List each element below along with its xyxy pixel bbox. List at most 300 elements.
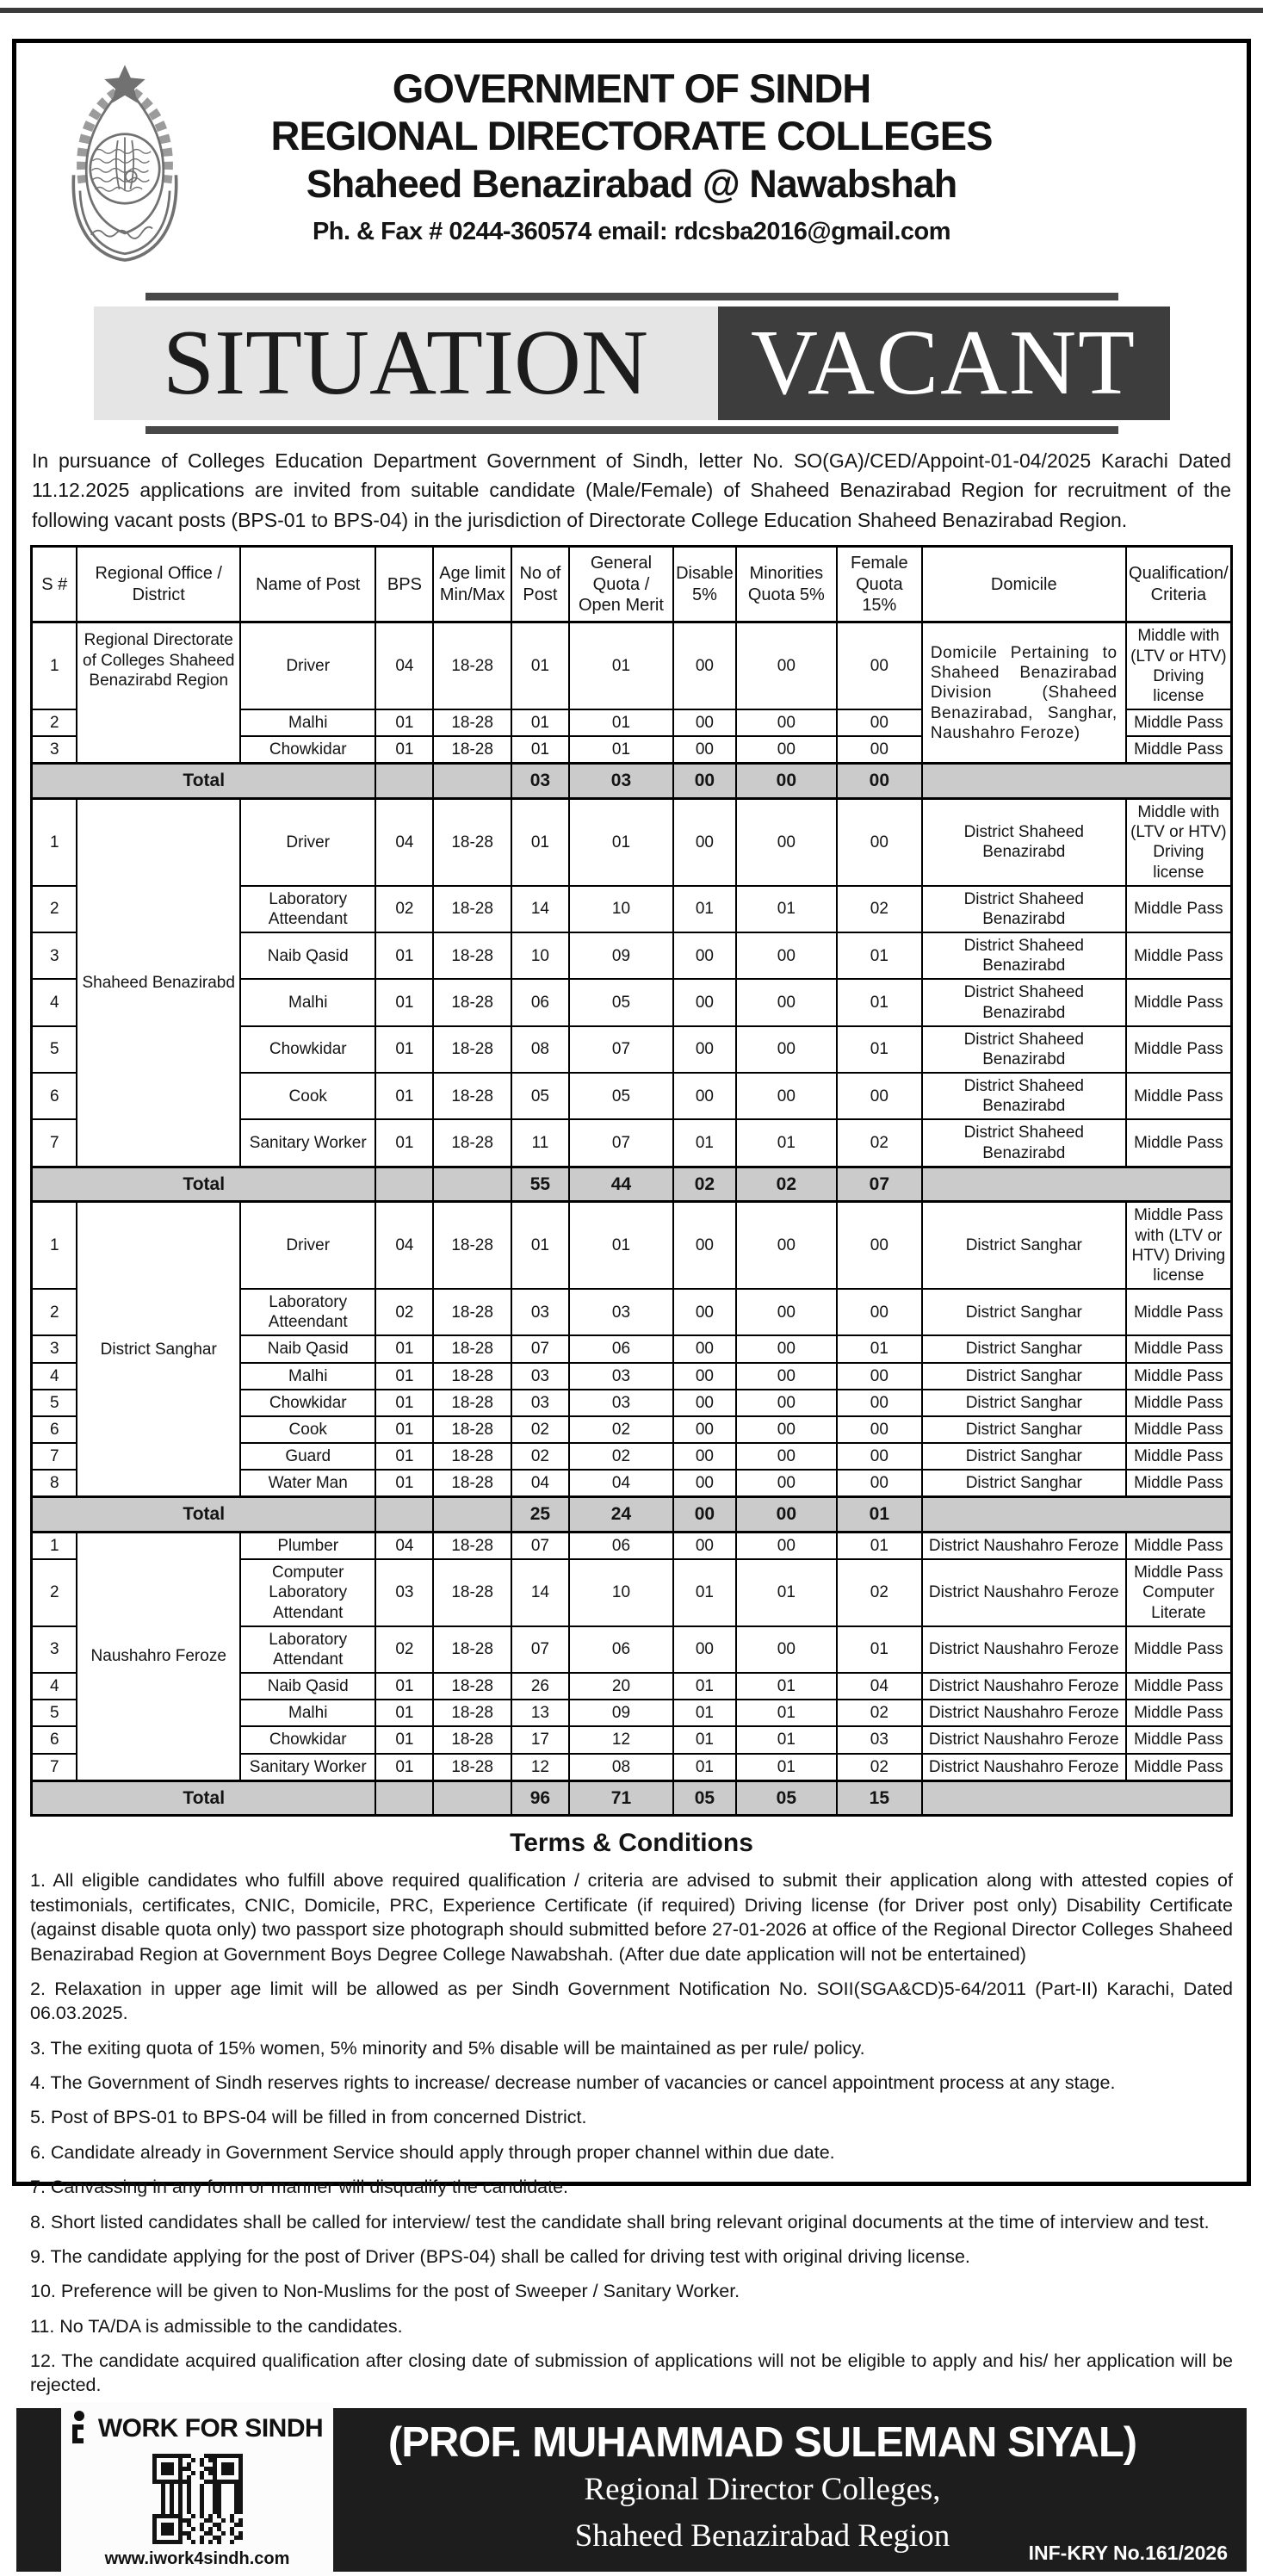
iwork4sindh-box xyxy=(61,2402,333,2576)
sindh-crest-logo xyxy=(42,59,207,283)
age-limit-cell: 18-28 xyxy=(433,1363,511,1390)
general-quota-total: 03 xyxy=(569,764,673,799)
post-name-cell: Naib Qasid xyxy=(240,1335,375,1362)
term-item: 5. Post of BPS-01 to BPS-04 will be filled in from concerned District. xyxy=(30,2107,587,2128)
term-item: 4. The Government of Sindh reserves rights to increase/ decrease number of vacancies or cancel appointment process at any stage. xyxy=(30,2072,1116,2094)
term-item: 6. Candidate already in Government Service should apply through proper channel within due date. xyxy=(30,2141,835,2163)
banner-top-rule xyxy=(145,293,1118,300)
region-cell: District Sanghar xyxy=(77,1202,240,1497)
domicile-cell: District Naushahro Feroze xyxy=(922,1754,1126,1781)
age-limit-cell: 18-28 xyxy=(433,1673,511,1700)
female-quota-cell: 00 xyxy=(837,709,922,736)
vacancy-row xyxy=(32,1202,1232,1289)
minorities-quota-cell: 00 xyxy=(736,932,837,979)
total-bps-spacer xyxy=(375,764,433,799)
minorities-quota-cell: 00 xyxy=(736,1026,837,1073)
disable-quota-cell: 00 xyxy=(673,736,736,764)
no-of-post-total: 25 xyxy=(511,1497,569,1533)
no-of-post-cell: 03 xyxy=(511,1390,569,1416)
age-limit-cell: 18-28 xyxy=(433,1559,511,1626)
disable-quota-cell: 01 xyxy=(673,1559,736,1626)
serial-cell: 1 xyxy=(32,622,77,709)
terms-list xyxy=(30,1868,1233,2397)
term-item: 12. The candidate acquired qualification after closing date of submission of applications will not be eligible to apply and his/ her application will be rejected. xyxy=(30,2350,1233,2396)
serial-cell: 7 xyxy=(32,1119,77,1167)
disable-quota-cell: 00 xyxy=(673,622,736,709)
serial-cell: 1 xyxy=(32,1533,77,1560)
serial-cell: 5 xyxy=(32,1700,77,1726)
general-quota-cell: 07 xyxy=(569,1026,673,1073)
general-quota-cell: 05 xyxy=(569,1073,673,1119)
total-label-cell: Total xyxy=(32,1497,376,1533)
general-quota-cell: 09 xyxy=(569,1700,673,1726)
serial-cell: 5 xyxy=(32,1390,77,1416)
bps-cell: 01 xyxy=(375,1470,433,1497)
column-header: S # xyxy=(32,547,77,622)
minorities-quota-total: 00 xyxy=(736,1497,837,1533)
disable-quota-cell: 01 xyxy=(673,1119,736,1167)
qualification-cell: Middle Pass xyxy=(1126,932,1232,979)
bps-cell: 01 xyxy=(375,1700,433,1726)
qualification-cell: Middle Pass xyxy=(1126,1289,1232,1335)
term-item: 10. Preference will be given to Non-Muslims for the post of Sweeper / Sanitary Worker. xyxy=(30,2281,740,2302)
disable-quota-cell: 00 xyxy=(673,1533,736,1560)
disable-quota-total: 02 xyxy=(673,1167,736,1202)
serial-cell: 7 xyxy=(32,1754,77,1781)
minorities-quota-total: 02 xyxy=(736,1167,837,1202)
bps-cell: 01 xyxy=(375,736,433,764)
bps-cell: 02 xyxy=(375,1289,433,1335)
post-name-cell: Malhi xyxy=(240,709,375,736)
term-item: 7. Canvassing in any form or manner will disqualify the candidate. xyxy=(30,2177,569,2198)
disable-quota-cell: 00 xyxy=(673,979,736,1025)
qualification-cell: Middle Pass xyxy=(1126,1026,1232,1073)
post-name-cell: Computer Laboratory Attendant xyxy=(240,1559,375,1626)
disable-quota-cell: 00 xyxy=(673,1202,736,1289)
female-quota-cell: 00 xyxy=(837,736,922,764)
org-name-line1: GOVERNMENT OF SINDH xyxy=(392,65,871,111)
qualification-cell: Middle Pass with (LTV or HTV) Driving license xyxy=(1126,1202,1232,1289)
general-quota-cell: 08 xyxy=(569,1754,673,1781)
disable-quota-cell: 01 xyxy=(673,1754,736,1781)
female-quota-cell: 00 xyxy=(837,1443,922,1470)
female-quota-cell: 02 xyxy=(837,1559,922,1626)
bps-cell: 01 xyxy=(375,979,433,1025)
total-label-cell: Total xyxy=(32,1167,376,1202)
situation-vacant-banner xyxy=(30,293,1233,434)
minorities-quota-cell: 01 xyxy=(736,1754,837,1781)
female-quota-cell: 00 xyxy=(837,1202,922,1289)
bps-cell: 01 xyxy=(375,1443,433,1470)
minorities-quota-cell: 00 xyxy=(736,622,837,709)
age-limit-cell: 18-28 xyxy=(433,1416,511,1443)
iwork4sindh-url: www.iwork4sindh.com xyxy=(104,2548,290,2568)
term-item: 2. Relaxation in upper age limit will be allowed as per Sindh Government Notification No. SOII(SGA&CD)5-64/2011 (Part-II) Karachi, Dated 06.03.2025. xyxy=(30,1978,1233,2024)
age-limit-cell: 18-28 xyxy=(433,1026,511,1073)
column-header: Minorities Quota 5% xyxy=(736,547,837,622)
vacancies-table xyxy=(30,545,1233,1817)
disable-quota-cell: 01 xyxy=(673,1700,736,1726)
age-limit-cell: 18-28 xyxy=(433,1289,511,1335)
no-of-post-cell: 10 xyxy=(511,932,569,979)
female-quota-cell: 02 xyxy=(837,1700,922,1726)
female-quota-cell: 01 xyxy=(837,979,922,1025)
post-name-cell: Laboratory Atteendant xyxy=(240,886,375,932)
bps-cell: 01 xyxy=(375,709,433,736)
age-limit-cell: 18-28 xyxy=(433,622,511,709)
contact-line: Ph. & Fax # 0244-360574 email: rdcsba2016@gmail.com xyxy=(312,218,951,246)
post-name-cell: Driver xyxy=(240,1202,375,1289)
no-of-post-cell: 26 xyxy=(511,1673,569,1700)
no-of-post-total: 03 xyxy=(511,764,569,799)
bps-cell: 01 xyxy=(375,1026,433,1073)
disable-quota-cell: 01 xyxy=(673,1726,736,1753)
domicile-cell: District Sanghar xyxy=(922,1202,1126,1289)
bps-cell: 02 xyxy=(375,886,433,932)
general-quota-cell: 05 xyxy=(569,979,673,1025)
serial-cell: 4 xyxy=(32,1363,77,1390)
serial-cell: 2 xyxy=(32,1559,77,1626)
post-name-cell: Guard xyxy=(240,1443,375,1470)
intro-paragraph: In pursuance of Colleges Education Department Government of Sindh, letter No. SO(GA)/CED/Appoint-01-04/2025 Karachi Dated 11.12.2025 applications are invited from suitable candidate (Male/Female) of Shaheed Benazirabad Region for recruitment of the following vacant posts (BPS-01 to BPS-04) in the jurisdiction of Directorate College Education Shaheed Benazirabad Region. xyxy=(32,449,1231,531)
age-limit-cell: 18-28 xyxy=(433,1443,511,1470)
disable-quota-cell: 00 xyxy=(673,709,736,736)
qualification-cell: Middle Pass xyxy=(1126,1390,1232,1416)
age-limit-cell: 18-28 xyxy=(433,1626,511,1673)
qualification-cell: Middle Pass xyxy=(1126,1673,1232,1700)
section-total-row xyxy=(32,764,1232,799)
serial-cell: 6 xyxy=(32,1726,77,1753)
minorities-quota-cell: 00 xyxy=(736,1626,837,1673)
total-age-spacer xyxy=(433,764,511,799)
advertisement-ref-number: INF-KRY No.161/2026 xyxy=(1028,2541,1228,2564)
bps-cell: 01 xyxy=(375,1416,433,1443)
no-of-post-total: 96 xyxy=(511,1780,569,1816)
domicile-cell: District Naushahro Feroze xyxy=(922,1726,1126,1753)
domicile-cell: District Shaheed Benazirabd xyxy=(922,886,1126,932)
iwork-i-icon xyxy=(71,2411,92,2447)
org-name-line3: Shaheed Benazirabad @ Nawabshah xyxy=(306,162,957,207)
age-limit-cell: 18-28 xyxy=(433,709,511,736)
masthead xyxy=(30,43,1233,279)
post-name-cell: Naib Qasid xyxy=(240,932,375,979)
post-name-cell: Naib Qasid xyxy=(240,1673,375,1700)
post-name-cell: Driver xyxy=(240,622,375,709)
section-total-row xyxy=(32,1780,1232,1816)
disable-quota-cell: 00 xyxy=(673,1335,736,1362)
disable-quota-cell: 00 xyxy=(673,932,736,979)
domicile-cell: District Naushahro Feroze xyxy=(922,1673,1126,1700)
signatory-region: Shaheed Benazirabad Region xyxy=(574,2517,950,2554)
term-item: 1. All eligible candidates who fulfill above required qualification / criteria are advised to submit their application along with attested copies of testimonials, certificates, CNIC, Domicile, PRC, Experience Certificate (if required) Driving license (for Driver post only) Disability Certificate (against disable quota only) two passport size photograph should submitted before 27-01-2026 at office of the Regional Director Colleges Shaheed Benazirabad Region at Government Boys Degree College Nawabshah. (After due date application will not be entertained) xyxy=(30,1870,1233,1965)
column-header: Qualification/ Criteria xyxy=(1126,547,1232,622)
qualification-cell: Middle Pass xyxy=(1126,1335,1232,1362)
general-quota-cell: 06 xyxy=(569,1533,673,1560)
term-item: 3. The exiting quota of 15% women, 5% minority and 5% disable will be maintained as per rule/ policy. xyxy=(30,2037,865,2059)
domicile-cell: District Naushahro Feroze xyxy=(922,1559,1126,1626)
no-of-post-cell: 11 xyxy=(511,1119,569,1167)
no-of-post-cell: 06 xyxy=(511,979,569,1025)
minorities-quota-cell: 00 xyxy=(736,1390,837,1416)
serial-cell: 4 xyxy=(32,1673,77,1700)
term-item: 9. The candidate applying for the post of Driver (BPS-04) shall be called for driving test with original driving license. xyxy=(30,2245,970,2267)
general-quota-cell: 10 xyxy=(569,1559,673,1626)
age-limit-cell: 18-28 xyxy=(433,736,511,764)
qualification-cell: Middle Pass xyxy=(1126,1533,1232,1560)
domicile-cell: District Shaheed Benazirabd xyxy=(922,1073,1126,1119)
qualification-cell: Middle Pass xyxy=(1126,1363,1232,1390)
serial-cell: 5 xyxy=(32,1026,77,1073)
serial-cell: 1 xyxy=(32,1202,77,1289)
qualification-cell: Middle with (LTV or HTV) Driving license xyxy=(1126,622,1232,709)
total-bps-spacer xyxy=(375,1497,433,1533)
signature-footer xyxy=(16,2408,1247,2572)
qualification-cell: Middle Pass xyxy=(1126,1470,1232,1497)
no-of-post-cell: 04 xyxy=(511,1470,569,1497)
domicile-cell: District Shaheed Benazirabd xyxy=(922,979,1126,1025)
terms-section xyxy=(30,1817,1233,2407)
vacancy-row xyxy=(32,799,1232,886)
general-quota-cell: 09 xyxy=(569,932,673,979)
post-name-cell: Chowkidar xyxy=(240,736,375,764)
general-quota-cell: 01 xyxy=(569,799,673,886)
minorities-quota-cell: 01 xyxy=(736,886,837,932)
total-bps-spacer xyxy=(375,1167,433,1202)
region-cell: Regional Directorate of Colleges Shaheed Benazirabd Region xyxy=(77,622,240,764)
minorities-quota-cell: 00 xyxy=(736,1470,837,1497)
general-quota-cell: 06 xyxy=(569,1626,673,1673)
bps-cell: 01 xyxy=(375,1363,433,1390)
qualification-cell: Middle Pass xyxy=(1126,1726,1232,1753)
region-cell: Naushahro Feroze xyxy=(77,1533,240,1781)
post-name-cell: Chowkidar xyxy=(240,1026,375,1073)
minorities-quota-cell: 00 xyxy=(736,1073,837,1119)
no-of-post-total: 55 xyxy=(511,1167,569,1202)
bps-cell: 01 xyxy=(375,1754,433,1781)
disable-quota-cell: 01 xyxy=(673,1673,736,1700)
disable-quota-total: 00 xyxy=(673,1497,736,1533)
post-name-cell: Cook xyxy=(240,1416,375,1443)
term-item: 8. Short listed candidates shall be called for interview/ test the candidate shall bring relevant original documents at the time of interview and test. xyxy=(30,2211,1210,2232)
serial-cell: 7 xyxy=(32,1443,77,1470)
female-quota-total: 00 xyxy=(837,764,922,799)
bps-cell: 01 xyxy=(375,1726,433,1753)
serial-cell: 8 xyxy=(32,1470,77,1497)
domicile-cell: District Sanghar xyxy=(922,1289,1126,1335)
domicile-cell: District Sanghar xyxy=(922,1335,1126,1362)
advertisement-frame xyxy=(12,39,1251,2568)
age-limit-cell: 18-28 xyxy=(433,799,511,886)
female-quota-cell: 00 xyxy=(837,1073,922,1119)
qualification-cell: Middle Pass xyxy=(1126,1119,1232,1167)
top-rule xyxy=(0,8,1263,13)
no-of-post-cell: 01 xyxy=(511,736,569,764)
female-quota-cell: 01 xyxy=(837,1533,922,1560)
post-name-cell: Sanitary Worker xyxy=(240,1754,375,1781)
female-quota-cell: 02 xyxy=(837,1754,922,1781)
qualification-cell: Middle Pass xyxy=(1126,1073,1232,1119)
total-label-cell: Total xyxy=(32,764,376,799)
female-quota-cell: 02 xyxy=(837,1119,922,1167)
domicile-cell: District Shaheed Benazirabd xyxy=(922,799,1126,886)
signatory-block xyxy=(333,2418,1226,2560)
general-quota-total: 44 xyxy=(569,1167,673,1202)
age-limit-cell: 18-28 xyxy=(433,1119,511,1167)
column-header: General Quota / Open Merit xyxy=(569,547,673,622)
general-quota-cell: 01 xyxy=(569,622,673,709)
no-of-post-cell: 03 xyxy=(511,1363,569,1390)
female-quota-cell: 04 xyxy=(837,1673,922,1700)
table-header-row xyxy=(32,547,1232,622)
term-item: 11. No TA/DA is admissible to the candidates. xyxy=(30,2315,403,2337)
age-limit-cell: 18-28 xyxy=(433,979,511,1025)
general-quota-cell: 20 xyxy=(569,1673,673,1700)
vacancy-row xyxy=(32,622,1232,709)
no-of-post-cell: 02 xyxy=(511,1443,569,1470)
disable-quota-total: 00 xyxy=(673,764,736,799)
minorities-quota-cell: 00 xyxy=(736,799,837,886)
no-of-post-cell: 08 xyxy=(511,1026,569,1073)
serial-cell: 6 xyxy=(32,1416,77,1443)
disable-quota-cell: 00 xyxy=(673,1390,736,1416)
female-quota-cell: 01 xyxy=(837,1026,922,1073)
vacancy-row xyxy=(32,1533,1232,1560)
qualification-cell: Middle Pass xyxy=(1126,1754,1232,1781)
serial-cell: 1 xyxy=(32,799,77,886)
signatory-name: (PROF. MUHAMMAD SULEMAN SIYAL) xyxy=(387,2418,1137,2466)
disable-quota-total: 05 xyxy=(673,1780,736,1816)
column-header: Regional Office / District xyxy=(77,547,240,622)
disable-quota-cell: 00 xyxy=(673,799,736,886)
age-limit-cell: 18-28 xyxy=(433,1202,511,1289)
domicile-cell: District Shaheed Benazirabd xyxy=(922,1026,1126,1073)
domicile-cell: District Sanghar xyxy=(922,1470,1126,1497)
bps-cell: 02 xyxy=(375,1626,433,1673)
post-name-cell: Driver xyxy=(240,799,375,886)
no-of-post-cell: 07 xyxy=(511,1335,569,1362)
age-limit-cell: 18-28 xyxy=(433,886,511,932)
banner-word-situation: SITUATION xyxy=(94,307,718,420)
qualification-cell: Middle Pass xyxy=(1126,1416,1232,1443)
serial-cell: 4 xyxy=(32,979,77,1025)
general-quota-cell: 04 xyxy=(569,1470,673,1497)
female-quota-cell: 01 xyxy=(837,932,922,979)
post-name-cell: Laboratory Atteendant xyxy=(240,1289,375,1335)
post-name-cell: Laboratory Attendant xyxy=(240,1626,375,1673)
serial-cell: 6 xyxy=(32,1073,77,1119)
female-quota-cell: 00 xyxy=(837,799,922,886)
serial-cell: 3 xyxy=(32,1335,77,1362)
minorities-quota-cell: 00 xyxy=(736,1533,837,1560)
age-limit-cell: 18-28 xyxy=(433,1754,511,1781)
column-header: No of Post xyxy=(511,547,569,622)
disable-quota-cell: 00 xyxy=(673,1470,736,1497)
column-header: Name of Post xyxy=(240,547,375,622)
minorities-quota-cell: 00 xyxy=(736,1416,837,1443)
disable-quota-cell: 00 xyxy=(673,1416,736,1443)
domicile-cell: District Shaheed Benazirabd xyxy=(922,1119,1126,1167)
disable-quota-cell: 00 xyxy=(673,1363,736,1390)
female-quota-cell: 03 xyxy=(837,1726,922,1753)
disable-quota-cell: 00 xyxy=(673,1289,736,1335)
minorities-quota-cell: 01 xyxy=(736,1700,837,1726)
no-of-post-cell: 07 xyxy=(511,1626,569,1673)
female-quota-cell: 00 xyxy=(837,1416,922,1443)
column-header: Disable 5% xyxy=(673,547,736,622)
org-name-line2: REGIONAL DIRECTORATE COLLEGES xyxy=(270,112,993,158)
minorities-quota-cell: 00 xyxy=(736,1289,837,1335)
serial-cell: 2 xyxy=(32,886,77,932)
qualification-cell: Middle Pass xyxy=(1126,1626,1232,1673)
region-cell: Shaheed Benazirabd xyxy=(77,799,240,1167)
minorities-quota-cell: 01 xyxy=(736,1119,837,1167)
column-header: Age limit Min/Max xyxy=(433,547,511,622)
qualification-cell: Middle Pass xyxy=(1126,1443,1232,1470)
qr-code xyxy=(152,2454,243,2544)
no-of-post-cell: 01 xyxy=(511,799,569,886)
age-limit-cell: 18-28 xyxy=(433,1700,511,1726)
qualification-cell: Middle with (LTV or HTV) Driving license xyxy=(1126,799,1232,886)
female-quota-total: 07 xyxy=(837,1167,922,1202)
no-of-post-cell: 05 xyxy=(511,1073,569,1119)
no-of-post-cell: 01 xyxy=(511,1202,569,1289)
serial-cell: 3 xyxy=(32,736,77,764)
total-age-spacer xyxy=(433,1167,511,1202)
bps-cell: 04 xyxy=(375,1533,433,1560)
domicile-cell: District Naushahro Feroze xyxy=(922,1626,1126,1673)
post-name-cell: Plumber xyxy=(240,1533,375,1560)
minorities-quota-cell: 01 xyxy=(736,1673,837,1700)
total-age-spacer xyxy=(433,1780,511,1816)
bps-cell: 01 xyxy=(375,932,433,979)
general-quota-cell: 01 xyxy=(569,736,673,764)
bps-cell: 03 xyxy=(375,1559,433,1626)
female-quota-cell: 00 xyxy=(837,1470,922,1497)
section-total-row xyxy=(32,1497,1232,1533)
general-quota-cell: 02 xyxy=(569,1416,673,1443)
no-of-post-cell: 03 xyxy=(511,1289,569,1335)
age-limit-cell: 18-28 xyxy=(433,1726,511,1753)
total-right-spacer xyxy=(922,764,1232,799)
domicile-cell: District Shaheed Benazirabd xyxy=(922,932,1126,979)
domicile-cell: District Sanghar xyxy=(922,1363,1126,1390)
post-name-cell: Malhi xyxy=(240,1700,375,1726)
column-header: BPS xyxy=(375,547,433,622)
post-name-cell: Cook xyxy=(240,1073,375,1119)
age-limit-cell: 18-28 xyxy=(433,1470,511,1497)
iwork4sindh-label: WORK FOR SINDH xyxy=(97,2413,324,2443)
general-quota-cell: 03 xyxy=(569,1390,673,1416)
age-limit-cell: 18-28 xyxy=(433,1335,511,1362)
total-age-spacer xyxy=(433,1497,511,1533)
general-quota-cell: 03 xyxy=(569,1363,673,1390)
bps-cell: 01 xyxy=(375,1119,433,1167)
bps-cell: 01 xyxy=(375,1390,433,1416)
serial-cell: 2 xyxy=(32,709,77,736)
domicile-cell: District Naushahro Feroze xyxy=(922,1533,1126,1560)
qualification-cell: Middle Pass Computer Literate xyxy=(1126,1559,1232,1626)
serial-cell: 3 xyxy=(32,932,77,979)
no-of-post-cell: 01 xyxy=(511,709,569,736)
general-quota-cell: 01 xyxy=(569,1202,673,1289)
banner-word-vacant: VACANT xyxy=(718,307,1170,420)
qualification-cell: Middle Pass xyxy=(1126,709,1232,736)
serial-cell: 2 xyxy=(32,1289,77,1335)
disable-quota-cell: 01 xyxy=(673,886,736,932)
minorities-quota-cell: 00 xyxy=(736,979,837,1025)
post-name-cell: Malhi xyxy=(240,979,375,1025)
female-quota-cell: 01 xyxy=(837,1626,922,1673)
